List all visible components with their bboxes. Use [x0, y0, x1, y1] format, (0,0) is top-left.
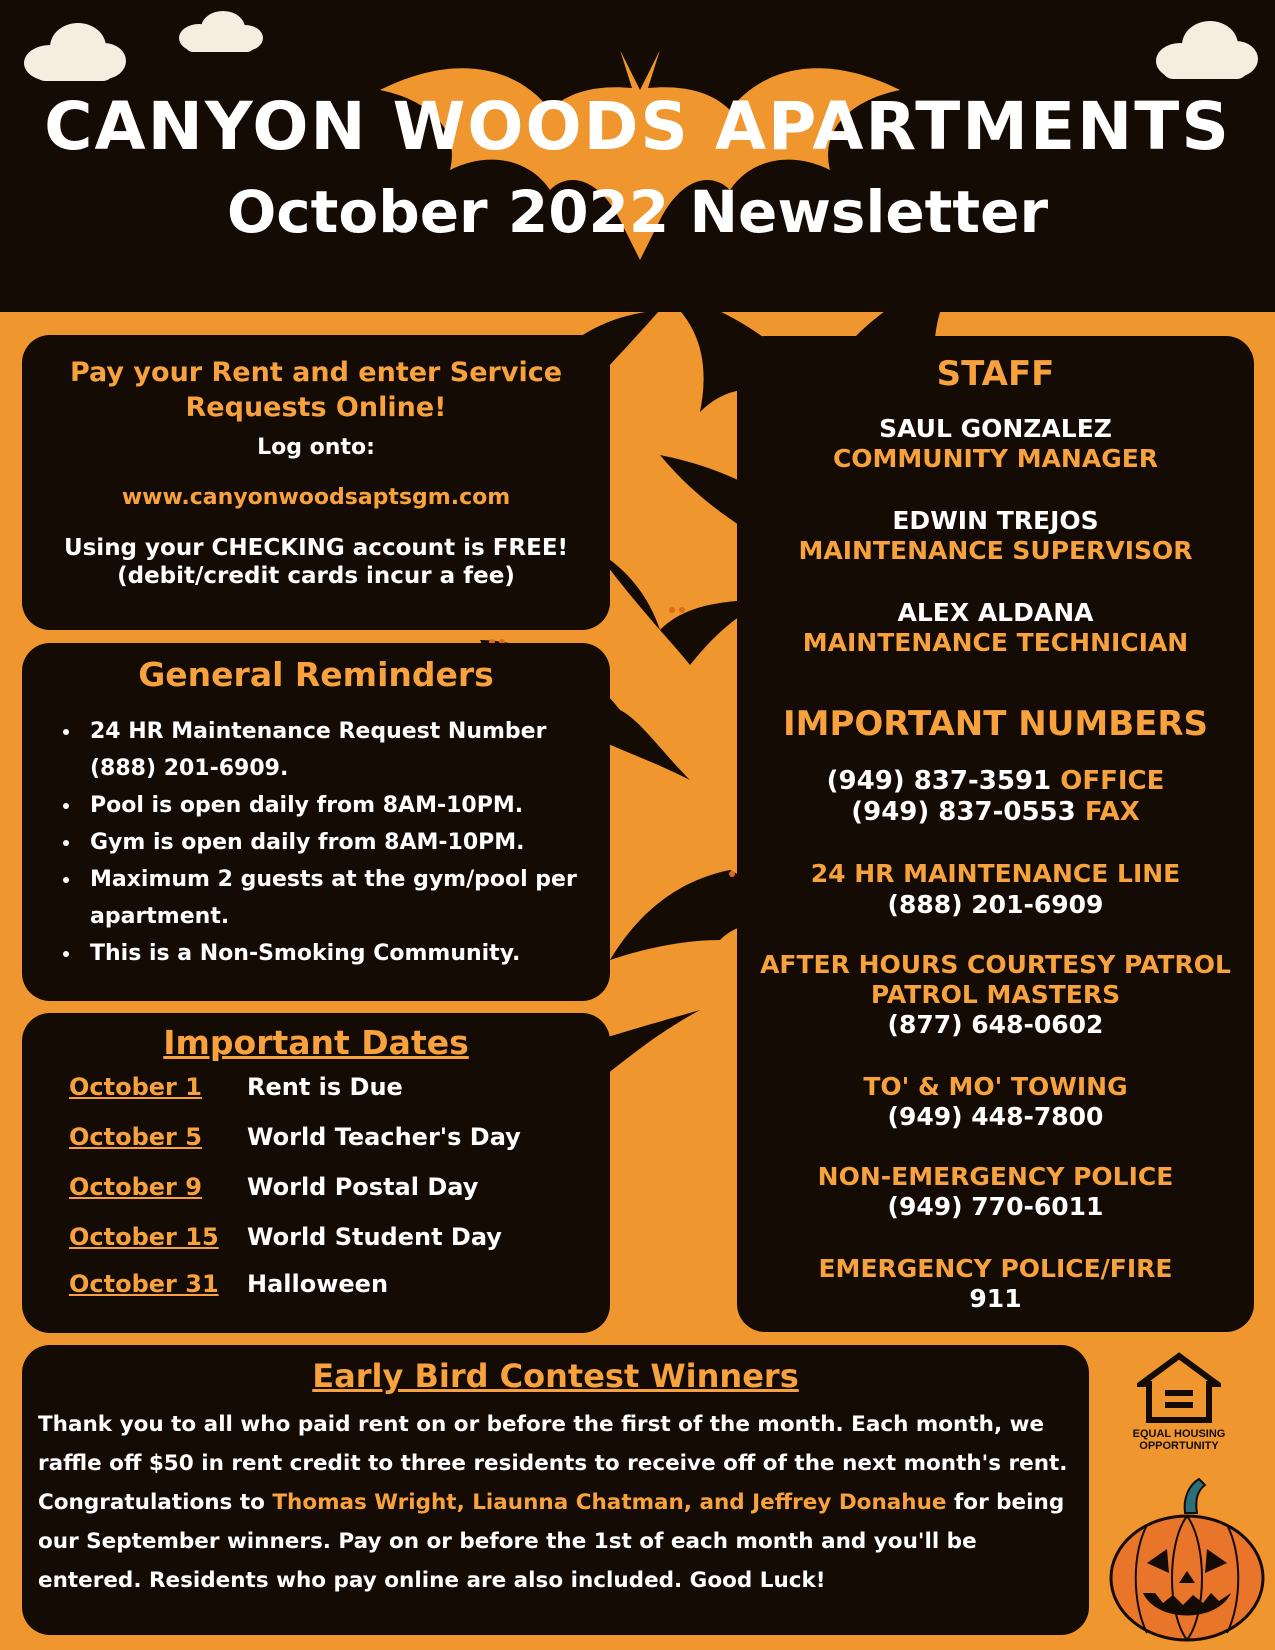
date-label: October 5 [69, 1123, 202, 1151]
police-block [737, 1162, 1254, 1222]
maintenance-number: (888) 201-6909 [887, 890, 1104, 919]
cloud-icon [20, 15, 130, 85]
maintenance-label: 24 HR MAINTENANCE LINE [810, 859, 1181, 888]
page-title: CANYON WOODS APARTMENTS [44, 88, 1231, 165]
office-label: OFFICE [1060, 766, 1165, 796]
event-label: World Teacher's Day [247, 1123, 521, 1151]
early-bird-panel [22, 1345, 1089, 1635]
online-payment-panel [22, 335, 610, 630]
early-bird-text: Thank you to all who paid rent on or before the first of the month. Each month, we raffle off $50 in rent credit to three residents to receive off of the next month's rent. Congratulations to Thomas Wright, Liaunna Chatman, and Jeffrey Donahue for being our September winners. Pay on or before the 1st of each month and you'll be entered. Residents who pay online are also included. Good Luck! [38, 1412, 1068, 1593]
equal-housing-line1: EQUAL HOUSING [1132, 1428, 1226, 1440]
early-bird-heading: Early Bird Contest Winners [312, 1357, 799, 1395]
date-label: October 15 [69, 1223, 219, 1251]
staff-role: MAINTENANCE SUPERVISOR [798, 536, 1193, 565]
police-label: NON-EMERGENCY POLICE [817, 1162, 1174, 1191]
list-item: • This is a Non-Smoking Community. [82, 935, 587, 972]
staff-role: MAINTENANCE TECHNICIAN [802, 628, 1189, 657]
maintenance-block [737, 858, 1254, 920]
office-fax-block [737, 766, 1254, 828]
cloud-icon [1150, 15, 1260, 85]
list-item: • 24 HR Maintenance Request Number (888) 201-6909. [82, 713, 587, 787]
patrol-company: PATROL MASTERS [870, 980, 1121, 1009]
list-item: • Pool is open daily from 8AM-10PM. [82, 787, 587, 824]
online-heading: Pay your Rent and enter Service Requests Online! [69, 357, 563, 423]
pumpkin-icon [1107, 1473, 1267, 1643]
towing-number: (949) 448-7800 [887, 1102, 1104, 1131]
reminders-panel [22, 643, 610, 1001]
fax-number: (949) 837-0553 [851, 797, 1076, 827]
event-label: World Postal Day [247, 1173, 479, 1201]
log-onto-label: Log onto: [257, 435, 375, 460]
cloud-icon [175, 10, 265, 55]
office-number: (949) 837-3591 [826, 766, 1052, 796]
reminders-list [82, 713, 587, 972]
dates-panel [22, 1013, 610, 1333]
fax-label: FAX [1084, 797, 1140, 827]
event-label: Rent is Due [247, 1073, 403, 1101]
towing-label: TO' & MO' TOWING [863, 1072, 1128, 1101]
winners-names: Thomas Wright, Liaunna Chatman, and Jeffrey Donahue [272, 1490, 947, 1515]
police-number: (949) 770-6011 [887, 1192, 1104, 1221]
dates-heading: Important Dates [163, 1023, 469, 1062]
staff-heading: STAFF [936, 354, 1055, 394]
header [0, 0, 1275, 312]
list-item: • Maximum 2 guests at the gym/pool per apartment. [82, 861, 587, 935]
patrol-block [737, 950, 1254, 1040]
towing-block [737, 1072, 1254, 1132]
numbers-heading: IMPORTANT NUMBERS [782, 704, 1209, 744]
staff-panel [737, 336, 1254, 1332]
staff-member [737, 414, 1254, 474]
equal-housing-line2: OPPORTUNITY [1139, 1440, 1219, 1452]
staff-member [737, 506, 1254, 566]
equal-housing-logo [1124, 1352, 1234, 1452]
event-label: World Student Day [247, 1223, 502, 1251]
checking-note: Using your CHECKING account is FREE! [63, 535, 569, 561]
house-icon [1137, 1352, 1221, 1424]
date-label: October 1 [69, 1073, 202, 1101]
staff-name: ALEX ALDANA [897, 598, 1094, 627]
staff-name: EDWIN TREJOS [892, 506, 1099, 535]
emergency-block [737, 1254, 1254, 1314]
event-label: Halloween [247, 1270, 389, 1298]
list-item: • Gym is open daily from 8AM-10PM. [82, 824, 587, 861]
date-label: October 9 [69, 1173, 202, 1201]
fee-note: (debit/credit cards incur a fee) [117, 563, 515, 589]
patrol-label: AFTER HOURS COURTESY PATROL [760, 950, 1231, 979]
page-subtitle: October 2022 Newsletter [226, 178, 1049, 246]
website-link[interactable]: www.canyonwoodsaptsgm.com [121, 485, 511, 510]
emergency-number: 911 [969, 1284, 1022, 1313]
patrol-number: (877) 648-0602 [887, 1010, 1104, 1039]
staff-role: COMMUNITY MANAGER [832, 444, 1159, 473]
date-label: October 31 [69, 1270, 219, 1298]
staff-member [737, 598, 1254, 658]
reminders-heading: General Reminders [138, 655, 494, 694]
staff-name: SAUL GONZALEZ [879, 414, 1112, 443]
emergency-label: EMERGENCY POLICE/FIRE [818, 1254, 1173, 1283]
